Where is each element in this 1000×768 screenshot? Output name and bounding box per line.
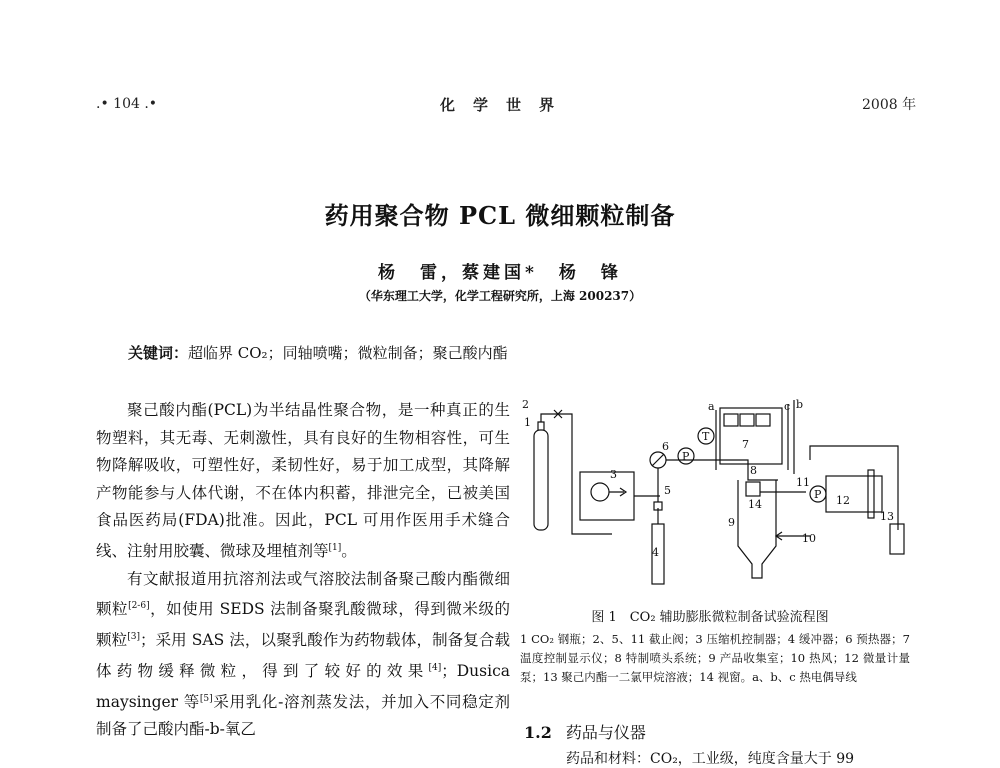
- label-c: c: [784, 400, 791, 413]
- figure-caption: 图 1 CO₂ 辅助膨胀微粒制备试验流程图: [591, 610, 829, 625]
- compressor-pump: [591, 483, 609, 501]
- compressor-controller: [580, 472, 634, 520]
- label-13: 13: [880, 510, 894, 523]
- citation: [1]: [328, 542, 342, 553]
- paragraph-1: [96, 397, 510, 566]
- label-12: 12: [836, 494, 850, 507]
- para2-text-e: 采用乳化-溶剂蒸发法，并加入不同稳定剂制备了己酸内酯-b-氧乙: [96, 692, 510, 739]
- citation: [2-6]: [128, 601, 150, 612]
- para1-end: 。: [341, 542, 357, 561]
- author-list: 杨 雷，蔡建国* 杨 锋: [378, 263, 622, 283]
- para2-text-b: ，如使用 SEDS 法制备聚乳酸微球，得到微米级的颗粒: [96, 600, 510, 650]
- label-11: 11: [796, 476, 810, 489]
- affiliation: （华东理工大学，化学工程研究所，上海 200237）: [358, 289, 642, 303]
- sight-window: [746, 482, 760, 496]
- article-title: 药用聚合物 PCL 微细颗粒制备: [324, 201, 676, 230]
- citation: [5]: [199, 693, 213, 704]
- para2-text-d: ；Dusica maysinger 等: [96, 661, 510, 711]
- co2-cylinder: [534, 430, 548, 530]
- citation: [3]: [127, 632, 140, 643]
- label-7: 7: [742, 438, 749, 451]
- label-6: 6: [662, 440, 669, 453]
- label-14: 14: [748, 498, 762, 511]
- label-9: 9: [728, 516, 735, 529]
- solution-bottle: [890, 524, 904, 554]
- label-2: 2: [522, 398, 529, 411]
- label-3: 3: [610, 468, 617, 481]
- keywords-text: 超临界 CO₂；同轴喷嘴；微粒制备；聚己酸内酯: [188, 344, 508, 362]
- label-4: 4: [652, 546, 659, 559]
- issue-year: 2008 年: [862, 97, 917, 113]
- label-t: T: [702, 430, 710, 443]
- label-5: 5: [664, 484, 671, 497]
- para2-text-c: ；采用 SAS 法，以聚乳酸作为药物载体，制备复合载体药物缓释微粒，得到了较好的效果: [96, 631, 510, 680]
- citation: [4]: [428, 662, 442, 673]
- label-8: 8: [750, 464, 757, 477]
- keywords: [128, 342, 508, 363]
- body-column-left: [96, 397, 510, 744]
- page-number: .• 104 .•: [96, 96, 158, 112]
- collection-chamber: [738, 480, 776, 578]
- label-p2: P: [814, 488, 822, 501]
- label-b: b: [796, 398, 804, 411]
- section-first-line: 药品和材料：CO₂，工业级，纯度含量大于 99: [566, 751, 855, 767]
- pipe-line: [541, 414, 612, 534]
- paragraph-2: [96, 566, 510, 744]
- process-flow-diagram: [520, 396, 910, 586]
- para2-text-a: 有文献报道用抗溶剂法或气溶胶法制备聚己酸内酯微细颗粒: [96, 569, 510, 619]
- journal-name: 化学世界: [440, 96, 573, 114]
- label-a: a: [708, 400, 715, 413]
- keywords-label: 关键词：: [128, 344, 189, 362]
- label-p: P: [682, 450, 690, 463]
- section-title: 药品与仪器: [565, 723, 646, 742]
- nozzle-system: [708, 460, 778, 480]
- temperature-controller: [720, 408, 782, 464]
- label-10: 10: [802, 532, 816, 545]
- section-heading: [524, 720, 646, 743]
- section-number: 1.2: [524, 723, 552, 742]
- figure-legend: 1 CO₂ 钢瓶；2、5、11 截止阀；3 压缩机控制器；4 缓冲器；6 预热器；7 温度控制显示仪；8 特制喷头系统；9 产品收集室；10 热风；12 微量计量泵；13 聚己内酯一二氯甲烷溶液；14 视窗。a、b、c 热电偶导线: [520, 632, 910, 684]
- para1-text: 聚己酸内酯(PCL)为半结晶性聚合物，是一种真正的生物塑料，其无毒、无刺激性，具有良好的生物相容性，可生物降解吸收，可塑性好，柔韧性好，易于加工成型，其降解产物能参与人体代谢，不在体内积蓄，排泄完全，已被美国食品医药局(FDA)批准。因此，PCL 可用作医用手术缝合线、注射用胶囊、微球及埋植剂等: [96, 401, 510, 561]
- label-1: 1: [524, 416, 531, 429]
